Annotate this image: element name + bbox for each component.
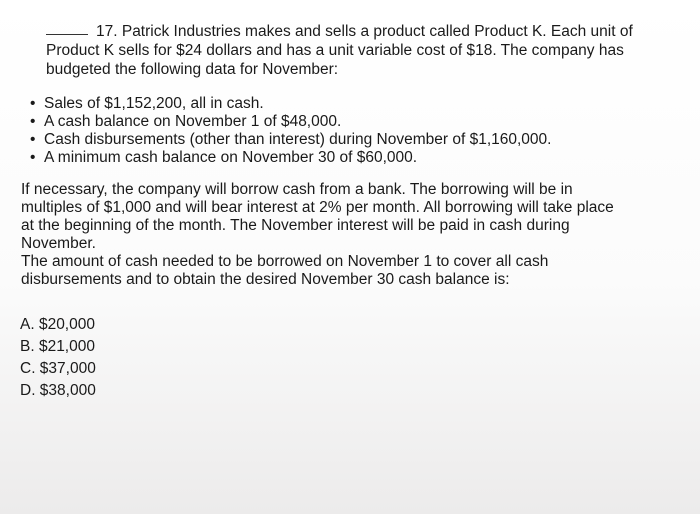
bullet-icon: • — [30, 113, 36, 130]
para-line: November. — [21, 235, 96, 252]
bullet-icon: • — [30, 149, 36, 166]
para-line: The amount of cash needed to be borrowed on November 1 to cover all cash — [21, 253, 549, 270]
para-line: multiples of $1,000 and will bear interest at 2% per month. All borrowing will take place — [21, 199, 614, 216]
answer-choice-a[interactable]: A. $20,000 — [20, 316, 95, 333]
bullet-item: • A cash balance on November 1 of $48,000. — [30, 113, 342, 130]
bullet-icon: • — [30, 131, 36, 148]
answer-blank — [46, 34, 88, 35]
answer-choice-d[interactable]: D. $38,000 — [20, 382, 96, 399]
bullet-icon: • — [30, 95, 36, 112]
answer-choice-c[interactable]: C. $37,000 — [20, 360, 96, 377]
para-line: disbursements and to obtain the desired November 30 cash balance is: — [21, 271, 510, 288]
question-number-text: 17. Patrick Industries makes and sells a product called Product K. Each unit of — [96, 23, 633, 40]
bullet-item: • Sales of $1,152,200, all in cash. — [30, 95, 264, 112]
question-first-line — [46, 22, 633, 41]
bullet-item: • Cash disbursements (other than interest) during November of $1,160,000. — [30, 131, 552, 148]
para-line: If necessary, the company will borrow cash from a bank. The borrowing will be in — [21, 181, 573, 198]
question-line-3: budgeted the following data for November: — [46, 61, 339, 78]
answer-choice-b[interactable]: B. $21,000 — [20, 338, 95, 355]
question-line-2: Product K sells for $24 dollars and has a unit variable cost of $18. The company has — [46, 42, 624, 59]
para-line: at the beginning of the month. The November interest will be paid in cash during — [21, 217, 570, 234]
bullet-item: • A minimum cash balance on November 30 of $60,000. — [30, 149, 418, 166]
